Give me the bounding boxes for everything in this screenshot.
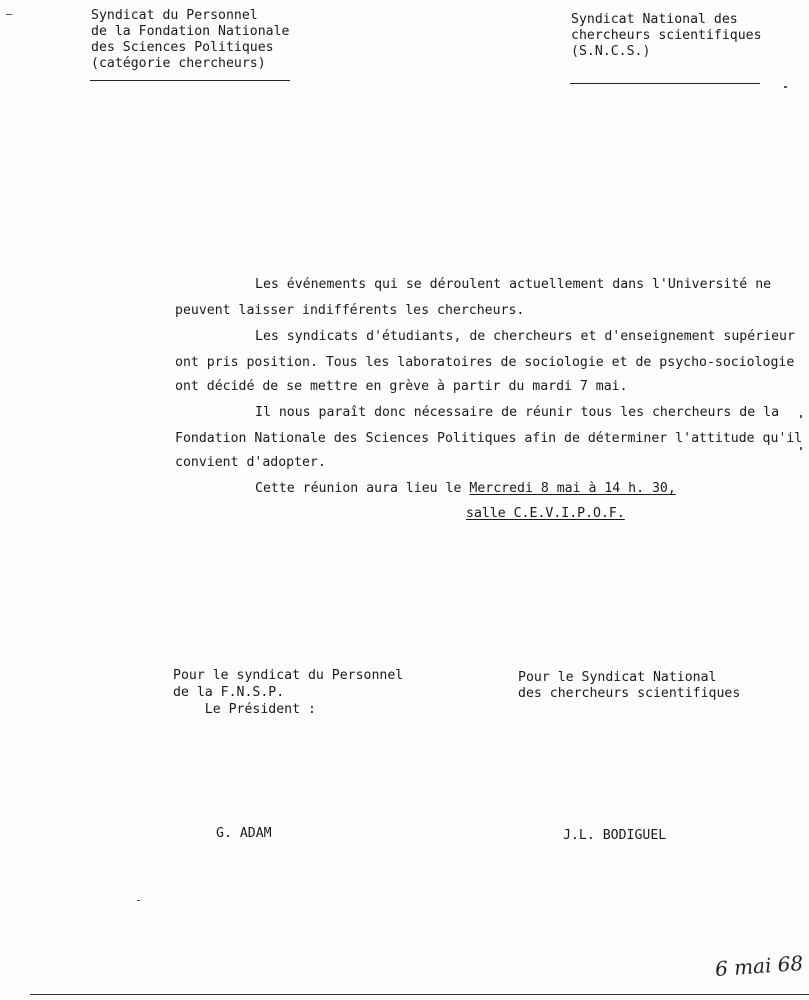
header-right-line: Syndicat National des [571,12,738,27]
header-left-line: des Sciences Politiques [91,40,274,55]
signature-right-name: J.L. BODIGUEL [563,828,667,843]
signature-left-line: Le Président : [173,702,316,717]
body-line: Fondation Nationale des Sciences Politiques afin de déterminer l'attitude qu'il [175,431,803,446]
body-line: peuvent laisser indifférents les chercheurs. [175,303,525,318]
body-line: ont pris position. Tous les laboratoires de sociologie et de psycho-sociologie [175,355,795,370]
body-line: Les syndicats d'étudiants, de chercheurs et d'enseignement supérieur [255,329,795,344]
signature-left-line: de la F.N.S.P. [173,685,285,700]
meeting-intro: Cette réunion aura lieu le [255,481,470,496]
scan-mark [784,86,787,88]
signature-right-line: des chercheurs scientifiques [518,686,741,701]
header-right-line: (S.N.C.S.) [571,44,651,59]
header-left-rule [90,80,290,81]
scan-mark [800,415,802,418]
meeting-line [255,481,676,497]
body-line: Il nous paraît donc nécessaire de réunir tous les chercheurs de la [255,405,780,420]
header-left-line: Syndicat du Personnel [91,8,258,23]
scan-mark [800,447,802,450]
body-line: ont décidé de se mettre en grève à partir du mardi 7 mai. [175,379,628,394]
body-line: Les événements qui se déroulent actuellement dans l'Université ne [255,277,772,292]
meeting-place: salle C.E.V.I.P.O.F. [466,506,625,521]
scan-mark [137,900,140,901]
header-left-line: de la Fondation Nationale [91,24,290,39]
bottom-scan-edge [30,994,809,995]
handwritten-date-note: 6 mai 68 [714,950,804,982]
body-line: convient d'adopter. [175,455,326,470]
header-right-rule [570,83,760,84]
signature-left-line: Pour le syndicat du Personnel [173,668,404,683]
meeting-date: Mercredi 8 mai à 14 h. 30, [469,481,676,496]
signature-left-name: G. ADAM [216,826,272,841]
header-left-line: (catégorie chercheurs) [91,56,266,71]
signature-right-line: Pour le Syndicat National [518,670,717,685]
header-right-line: chercheurs scientifiques [571,28,762,43]
scan-mark [6,14,12,15]
